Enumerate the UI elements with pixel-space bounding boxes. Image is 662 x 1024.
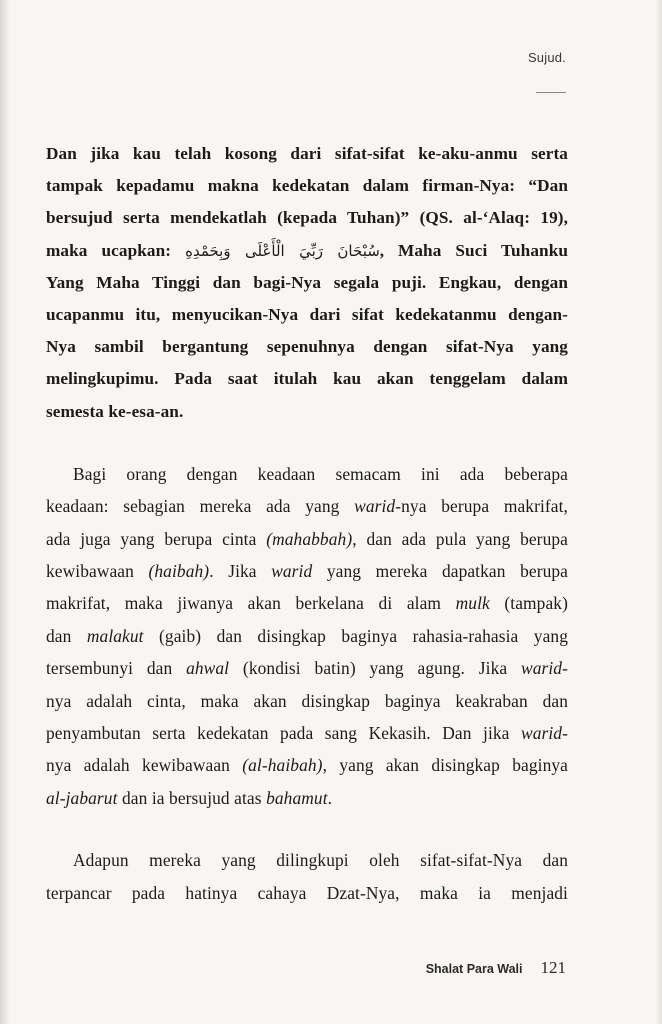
italic-term: (al-haibah) bbox=[242, 755, 323, 776]
text-segment: dan bbox=[46, 625, 87, 646]
text-segment: kewibawaan bbox=[46, 561, 149, 582]
italic-term: mulk bbox=[455, 593, 490, 614]
italic-term: ahwal bbox=[186, 658, 230, 679]
text-line bbox=[46, 555, 568, 587]
text-segment: dan ia bersujud atas bbox=[117, 787, 267, 808]
text-line bbox=[46, 490, 568, 522]
italic-term: (haibah) bbox=[148, 561, 210, 582]
body-text bbox=[46, 138, 568, 909]
text-line: Dan jika kau telah kosong dari sifat-sifat ke-aku-anmu serta bbox=[46, 144, 568, 163]
italic-term: warid bbox=[271, 561, 313, 582]
italic-term: malakut bbox=[86, 625, 144, 646]
text-segment: -nya berupa makrifat, bbox=[395, 496, 568, 517]
text-segment: penyambutan serta kedekatan pada sang Kekasih. Dan jika bbox=[46, 723, 522, 744]
text-segment: makrifat, maka jiwanya akan berkelana di alam bbox=[46, 593, 456, 614]
italic-term: bahamut bbox=[266, 787, 328, 808]
italic-term: warid- bbox=[521, 723, 568, 744]
page-edge-right bbox=[656, 0, 662, 1024]
text-segment: keadaan: sebagian mereka ada yang bbox=[46, 496, 355, 517]
text-segment: tersembunyi dan bbox=[46, 658, 187, 679]
text-segment: (kondisi batin) yang agung. Jika bbox=[229, 658, 522, 679]
text-segment: . bbox=[327, 787, 333, 808]
text-line bbox=[46, 652, 568, 684]
text-segment: . Jika bbox=[209, 561, 272, 582]
header-rule bbox=[536, 92, 566, 93]
text-line: Adapun mereka yang dilingkupi oleh sifat-sifat-Nya dan bbox=[73, 850, 568, 871]
text-line: ucapanmu itu, menyucikan-Nya dari sifat kedekatanmu dengan- bbox=[46, 305, 568, 325]
paragraph-3 bbox=[46, 844, 568, 909]
page-footer bbox=[426, 958, 566, 978]
page-number: 121 bbox=[540, 958, 566, 977]
text-segment: yang mereka dapatkan berupa bbox=[312, 561, 569, 582]
text-line bbox=[46, 523, 568, 555]
text-segment: , yang akan disingkap baginya bbox=[322, 755, 568, 776]
italic-term: al-jabarut bbox=[46, 787, 118, 808]
page-edge-shadow bbox=[0, 0, 10, 1024]
text-segment: (gaib) dan disingkap baginya rahasia-rahasia yang bbox=[143, 625, 569, 646]
text-line bbox=[46, 782, 568, 814]
text-line-with-arabic bbox=[46, 235, 568, 267]
text-line: melingkupimu. Pada saat itulah kau akan tenggelam dalam bbox=[46, 369, 568, 389]
text-line: tampak kepadamu makna kedekatan dalam firman-Nya: “Dan bbox=[46, 176, 568, 196]
text-line bbox=[46, 717, 568, 749]
text-line: terpancar pada hatinya cahaya Dzat-Nya, maka ia menjadi bbox=[46, 882, 568, 903]
book-title: Shalat Para Wali bbox=[425, 962, 523, 976]
text-line: Bagi orang dengan keadaan semacam ini ada beberapa bbox=[73, 463, 568, 484]
text-line bbox=[46, 749, 568, 781]
running-header: Sujud. bbox=[527, 50, 566, 65]
text-line: nya adalah cinta, maka akan disingkap baginya keakraban dan bbox=[46, 690, 568, 711]
italic-term: (mahabbah) bbox=[266, 528, 353, 549]
italic-term: warid- bbox=[521, 658, 568, 679]
text-segment: ada juga yang berupa cinta bbox=[46, 528, 267, 549]
italic-term: warid bbox=[354, 496, 396, 517]
text-line: bersujud serta mendekatlah (kepada Tuhan)” (QS. al-‘Alaq: 19), bbox=[46, 208, 568, 228]
text-line: semesta ke-esa-an. bbox=[46, 401, 184, 421]
text-segment: , Maha Suci Tuhanku bbox=[379, 240, 569, 260]
paragraph-1 bbox=[46, 138, 568, 428]
text-line: Nya sambil bergantung sepenuhnya dengan sifat-Nya yang bbox=[46, 337, 568, 357]
arabic-dhikr: سُبْحَانَ رَبِّيَ الْأَعْلَى وَبِحَمْدِهِ bbox=[185, 241, 380, 260]
text-segment: maka ucapkan: bbox=[46, 240, 172, 260]
text-line bbox=[46, 587, 568, 619]
text-segment: nya adalah kewibawaan bbox=[46, 755, 243, 776]
text-line: Yang Maha Tinggi dan bagi-Nya segala puji. Engkau, dengan bbox=[46, 272, 568, 292]
text-line bbox=[46, 620, 568, 652]
paragraph-2 bbox=[46, 458, 568, 814]
text-segment: , dan ada pula yang berupa bbox=[352, 528, 568, 549]
text-segment: (tampak) bbox=[489, 593, 568, 614]
